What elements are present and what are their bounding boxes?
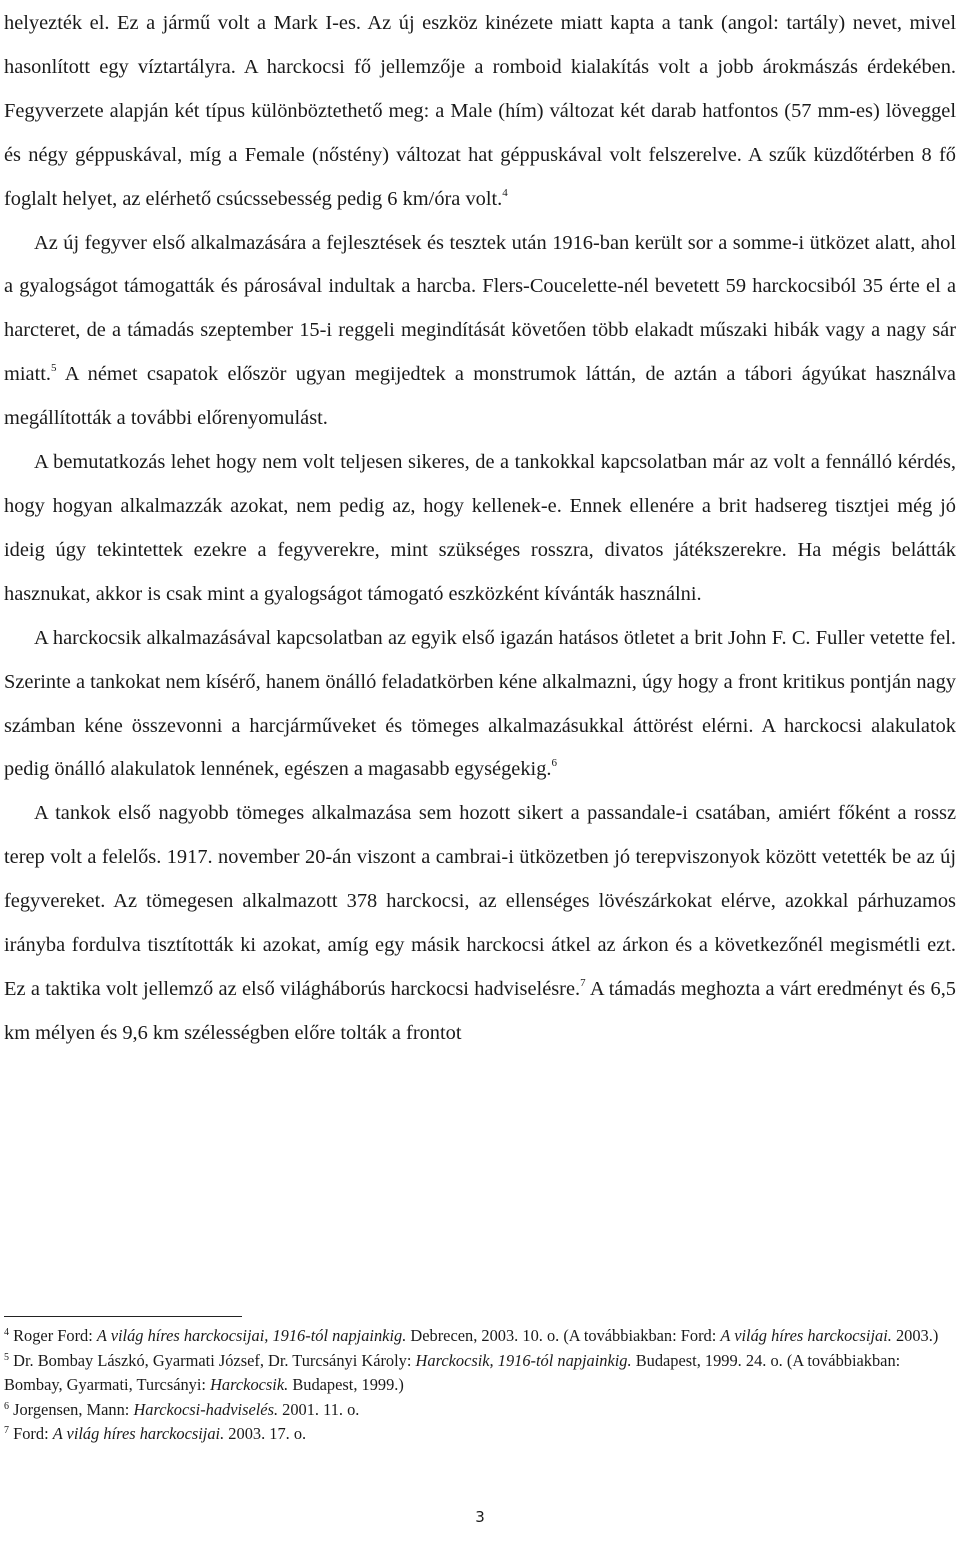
paragraph-1-text: helyezték el. Ez a jármű volt a Mark I-es. Az új eszköz kinézete miatt kapta a tank (angol: tartály) nevet, mivel hasonlított egy víztartályra. A harckocsi fő jellemzője a romboid kialakítás volt a jobb árokmászás érdekében. Fegyverzete alapján két típus különböztethető meg: a Male (hím) változat két darab hatfontos (57 mm-es) löveggel és négy géppuskával, míg a Female (nőstény) változat hat géppuskával volt felszerelve. A szűk küzdőtérben 8 fő foglalt helyet, az elérhető csúcssebesség pedig 6 km/óra volt. [4, 12, 956, 210]
paragraph-3: A bemutatkozás lehet hogy nem volt teljesen sikeres, de a tankokkal kapcsolatban már az volt a fennálló kérdés, hogy hogyan alkalmazzák azokat, nem pedig az, hogy kellenek-e. Ennek ellenére a brit hadsereg tisztjei még jó ideig úgy tekintettek ezekre a fegyverekre, mint szükséges rosszra, divatos játékszerekre. Ha mégis belátták hasznukat, akkor is csak mint a gyalogságot támogató eszközként kívánták használni. [4, 451, 956, 605]
footnote-number: 6 [4, 1400, 9, 1412]
footnote-number: 7 [4, 1425, 9, 1437]
footnote-text: Jorgensen, Mann: [13, 1399, 134, 1419]
footnote-ref-7[interactable]: 7 [580, 976, 586, 989]
paragraph-1 [4, 2, 956, 222]
footnote-title: Harckocsik, 1916-tól napjainkig. [415, 1350, 632, 1370]
footnote-title: Harckocsik. [210, 1375, 289, 1395]
paragraph-2 [4, 222, 956, 442]
footnote-text: Budapest, 1999.) [288, 1375, 404, 1395]
body-text [4, 2, 956, 1056]
footnote-title: A világ híres harckocsijai. [720, 1326, 892, 1345]
footnote-text: Budapest, 1999. 24. o. (A továbbiakban: Bombay, Gyarmati, Turcsányi: [4, 1350, 901, 1395]
footnote-4 [4, 1324, 956, 1349]
footnote-ref-4[interactable]: 4 [502, 186, 508, 199]
footnote-text: 2003.) [891, 1326, 939, 1345]
paragraph-5-text-cont: A támadás meghozta a várt eredményt és 6,5 km mélyen és 9,6 km szélességben előre tolták a frontot [4, 977, 957, 1044]
footnote-text: 2003. 17. o. [224, 1424, 307, 1444]
footnote-ref-5[interactable]: 5 [51, 362, 57, 375]
footnote-ref-6[interactable]: 6 [551, 757, 558, 770]
footnote-title: A világ híres harckocsijai. [52, 1424, 225, 1444]
footnote-7 [4, 1422, 956, 1447]
footnote-text: Dr. Bombay Lászkó, Gyarmati József, Dr. Turcsányi Károly: [13, 1350, 416, 1370]
footnote-number: 4 [4, 1327, 9, 1338]
footnotes [4, 1324, 956, 1447]
page-number: 3 [475, 1508, 485, 1526]
paragraph-5 [4, 792, 956, 1055]
footnote-text: 2001. 11. o. [278, 1399, 360, 1419]
footnote-separator [4, 1316, 242, 1317]
footnote-text: Ford: [13, 1424, 53, 1444]
paragraph-4-text: A harckocsik alkalmazásával kapcsolatban az egyik első igazán hatásos ötletet a brit John F. C. Fuller vetette fel. Szerinte a tankokat nem kísérő, hanem önálló feladatkörben kéne alkalmazni, úgy hogy a front kritikus pontján nagy számban kéne összevonni a harcjárműveket és tömeges alkalmazásukkal áttörést elérni. A harckocsi alakulatok pedig önálló alakulatok lennének, egészen a magasabb egységekig. [4, 626, 956, 781]
footnote-6 [4, 1398, 956, 1423]
footnote-text: Roger Ford: [13, 1326, 97, 1345]
paragraph-5-text: A tankok első nagyobb tömeges alkalmazása sem hozott sikert a passandale-i csatában, amiért főként a rossz terep volt a felelős. 1917. november 20-án viszont a cambrai-i ütközetben jó terepviszonyok között vetették be az új fegyvereket. Az tömegesen alkalmazott 378 harckocsi, az ellenséges lövészárkokat elérve, azokkal párhuzamos irányba fordulva tisztították ki azokat, amíg egy másik harckocsi átkel az árkon és a következőnél megismétli ezt. Ez a taktika volt jellemző az első világháborús harckocsi hadviselésre. [4, 802, 956, 1000]
footnote-title: Harckocsi-hadviselés. [133, 1399, 279, 1419]
footnote-title: A világ híres harckocsijai, 1916-tól napjainkig. [96, 1326, 407, 1345]
footnote-text: Debrecen, 2003. 10. o. (A továbbiakban: Ford: [406, 1326, 721, 1345]
paragraph-4 [4, 617, 956, 793]
paragraph-2-text-cont: A német csapatok először ugyan megijedtek a monstrumok láttán, de aztán a tábori ágyúkat használva megállították a további előrenyomulást. [4, 363, 956, 430]
footnote-5 [4, 1349, 956, 1398]
footnote-number: 5 [4, 1351, 9, 1363]
paragraph-2-text: Az új fegyver első alkalmazására a fejlesztések és tesztek után 1916-ban került sor a somme-i ütközet alatt, ahol a gyalogságot támogatták és párosával indultak a harcba. Flers-Coucelette-nél bevetett 59 harckocsiból 35 érte el a harcteret, de a támadás szeptember 15-i reggeli megindítását követően több elakadt műszaki hibák vagy a nagy sár miatt. [4, 231, 956, 386]
